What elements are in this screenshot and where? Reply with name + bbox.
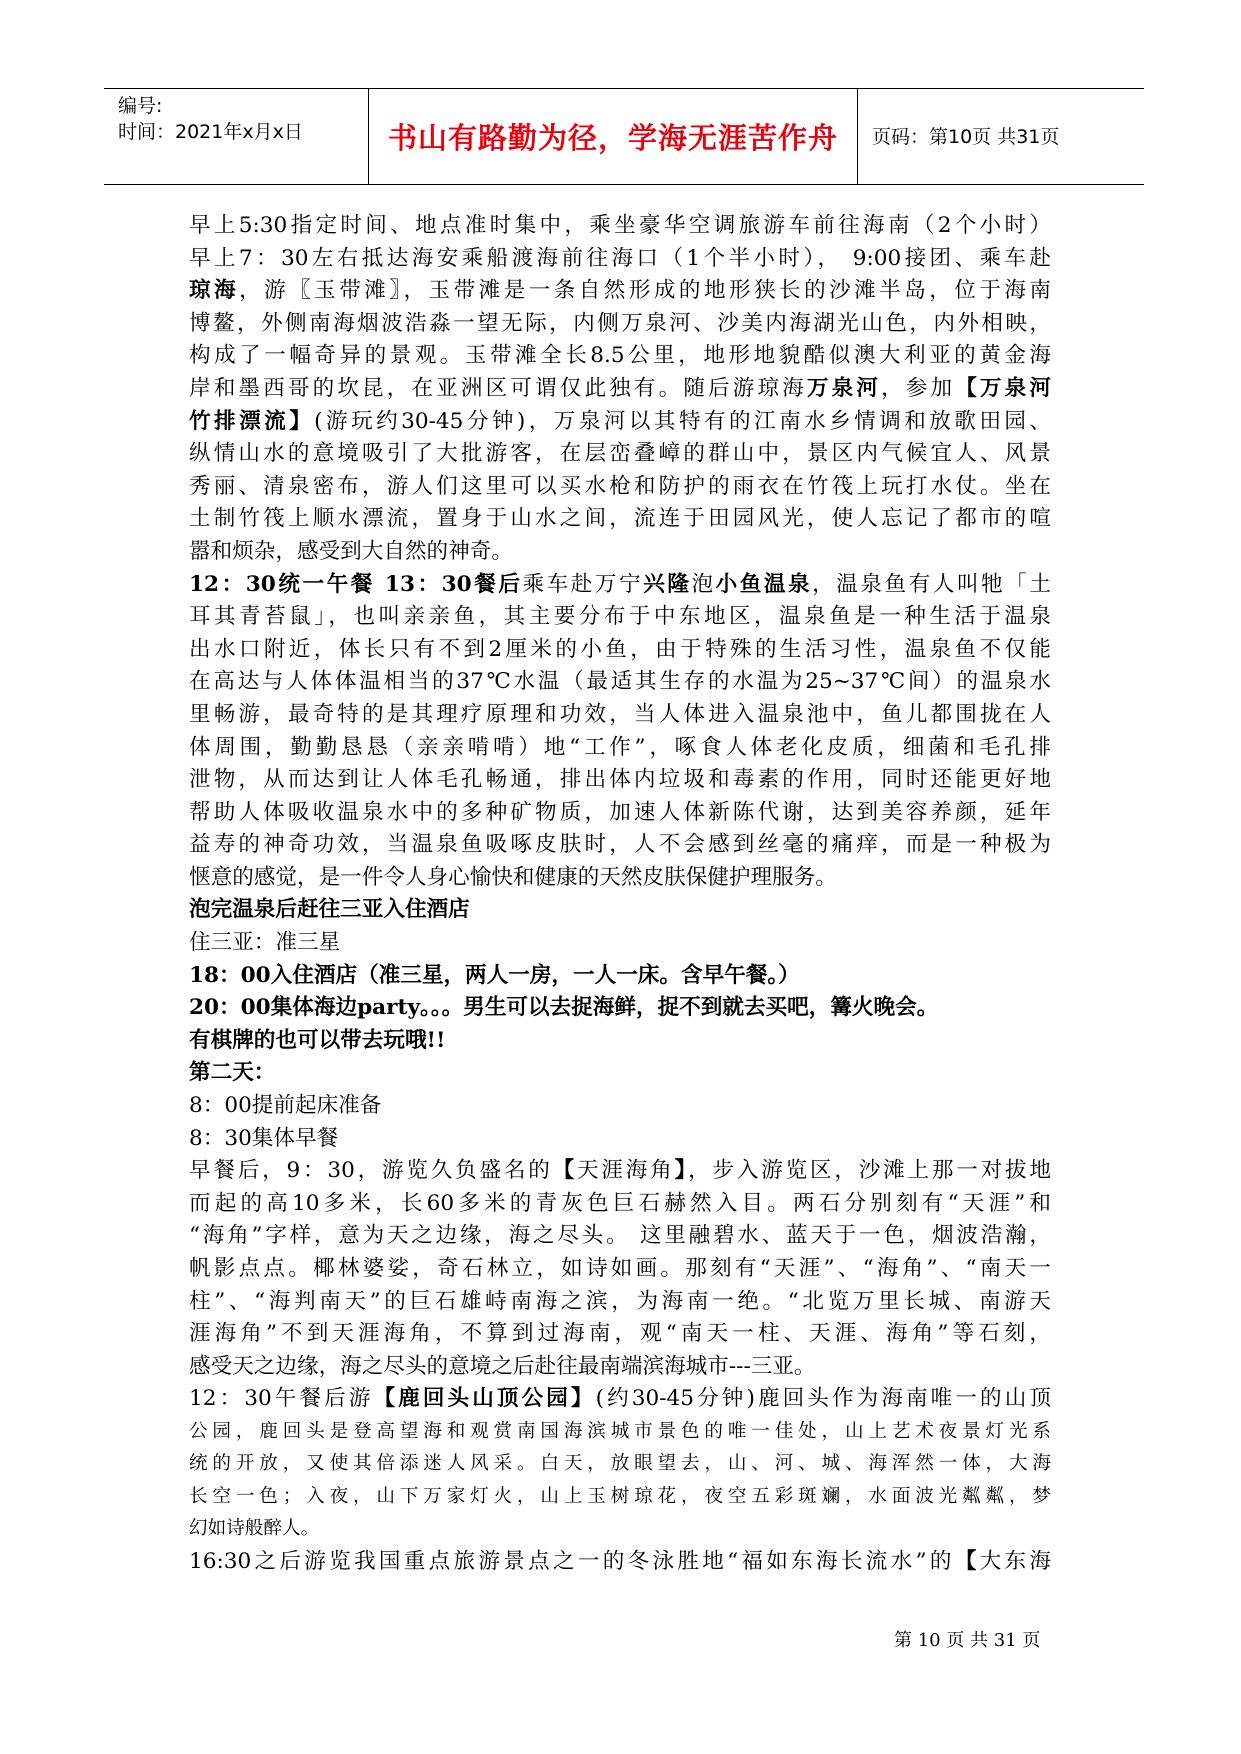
text-segment: ，温泉鱼有人叫牠「土: [812, 571, 1051, 597]
text-line: [189, 536, 1051, 569]
text-line: [189, 601, 1051, 634]
text-line: [189, 1188, 1051, 1221]
text-line: [189, 829, 1051, 862]
text-segment: 岸和墨西哥的坎昆，在亚洲区可谓仅此独有。随后游琼海: [189, 375, 807, 401]
bold-text-segment: 20：00集体海边party。。。男生可以去捉海鲜，捉不到就去买吧，篝火晚会。: [189, 995, 939, 1021]
bold-text-segment: 万泉河: [806, 375, 882, 401]
text-line: [189, 862, 1051, 895]
text-line: [189, 1448, 1051, 1480]
text-segment: 帆影点点。椰林婆娑，奇石林立，如诗如画。那刻有“天涯”、“海角”、“南天一: [189, 1256, 1051, 1281]
text-line: [189, 666, 1051, 699]
text-line: [189, 1253, 1051, 1286]
text-line: [189, 1318, 1051, 1351]
bold-text-segment: 第二天：: [189, 1060, 276, 1086]
document-body: [189, 210, 1051, 1578]
text-segment: 体周围，勤勤恳恳（亲亲啃啃）地“工作”，啄食人体老化皮质，细菌和毛孔排: [189, 734, 1051, 760]
text-line: [189, 1481, 1051, 1513]
header-meta-cell: [118, 89, 366, 184]
bold-text-segment: 竹排漂流】: [189, 408, 315, 434]
text-line: [189, 1057, 1051, 1090]
text-line: [189, 1025, 1051, 1058]
text-line: [189, 634, 1051, 667]
bold-text-segment: 【: [954, 1548, 980, 1574]
text-segment: 早上5:30指定时间、地点准时集中，乘坐豪华空调旅游车前往海南（2个小时）: [189, 213, 1051, 238]
text-line: [189, 1090, 1051, 1123]
text-segment: 纵情山水的意境吸引了大批游客，在层峦叠嶂的群山中，景区内气候宜人、风景: [189, 441, 1051, 467]
text-segment: 8：00提前起床准备: [189, 1093, 382, 1119]
text-segment: 幻如诗般醉人。: [189, 1518, 320, 1540]
text-line: [189, 992, 1051, 1025]
text-segment: 天涯海角: [577, 1158, 675, 1184]
text-line: [189, 373, 1051, 406]
text-line: [189, 1351, 1051, 1384]
text-segment: 构成了一幅奇异的景观。玉带滩全长8.5公里，地形地貌酷似澳大利亚的黄金海: [189, 343, 1051, 369]
number-label: 编号:: [118, 95, 163, 117]
text-segment: ，参加: [881, 375, 956, 401]
text-line: [189, 1155, 1051, 1188]
text-line: [189, 1513, 1051, 1545]
text-segment: (游玩约30-45分钟)，万泉河以其特有的江南水乡情调和放歌田园、: [314, 408, 1051, 434]
text-segment: 益寿的神奇功效，当温泉鱼吸啄皮肤时，人不会感到丝毫的痛痒，而是一种极为: [189, 832, 1051, 858]
bold-text-segment: 兴隆: [643, 571, 692, 597]
text-segment: 大东海: [979, 1548, 1051, 1574]
bold-text-segment: 泡完温泉后赶往三亚入住酒店: [189, 897, 470, 923]
text-segment: 柱”、“海判南天”的巨石雄峙南海之滨，为海南一绝。“北览万里长城、南游天: [189, 1288, 1051, 1314]
text-line: [189, 1383, 1051, 1416]
text-segment: 出水口附近，体长只有不到2厘米的小鱼，由于特殊的生活习性，温泉鱼不仅能: [189, 636, 1051, 662]
text-line: [189, 797, 1051, 830]
text-segment: (约30-45分钟)鹿回头作为海南唯一的山顶: [595, 1386, 1051, 1412]
text-segment: 泡: [691, 571, 716, 597]
text-segment: 秀丽、清泉密布，游人们这里可以买水枪和防护的雨衣在竹筏上玩打水仗。坐在: [189, 473, 1051, 499]
bold-text-segment: 有棋牌的也可以带去玩哦!!: [189, 1027, 446, 1053]
text-segment: 16:30之后游览我国重点旅游景点之一的冬泳胜地“福如东海长流水”的: [189, 1548, 955, 1574]
text-line: [189, 1546, 1051, 1579]
page-label: 页码：第10页 共31页: [872, 125, 1060, 148]
text-line: [189, 406, 1051, 439]
motto-text: 书山有路勤为径，学海无涯苦作舟: [387, 121, 838, 155]
text-line: [189, 764, 1051, 797]
text-line: [189, 927, 1051, 960]
text-line: [189, 1220, 1051, 1253]
text-line: [189, 471, 1051, 504]
bold-text-segment: 【: [552, 1158, 578, 1184]
bold-text-segment: 【鹿回头山顶公园】: [373, 1386, 596, 1412]
text-line: [189, 308, 1051, 341]
text-segment: 早餐后，9：30，游览久负盛名的: [189, 1158, 553, 1184]
text-line: [189, 503, 1051, 536]
text-segment: 涯海角”不到天涯海角，不算到过海南，观“南天一柱、天涯、海角”等石刻，: [189, 1321, 1051, 1347]
text-segment: ，步入游览区，沙滩上那一对拔地: [688, 1158, 1051, 1184]
text-line: [189, 1123, 1051, 1156]
text-segment: 帮助人体吸收温泉水中的多种矿物质，加速人体新陈代谢，达到美容养颜，延年: [189, 799, 1051, 825]
motto-cell: [368, 89, 858, 184]
text-segment: 而起的高10多米，长60多米的青灰色巨石赫然入目。两石分别刻有“天涯”和: [189, 1190, 1051, 1216]
text-line: [189, 699, 1051, 732]
bold-text-segment: 18：00入住酒店（准三星，两人一房，一人一床。含早午餐。）: [189, 962, 800, 988]
text-segment: 感受天之边缘，海之尽头的意境之后赴往最南端滨海城市---三亚。: [189, 1353, 816, 1379]
text-line: [189, 275, 1051, 308]
text-line: [189, 569, 1051, 602]
text-segment: ，游〖玉带滩〗，玉带滩是一条自然形成的地形狭长的沙滩半岛，位于海南: [239, 278, 1051, 304]
text-line: [189, 732, 1051, 765]
bold-text-segment: 琼海: [189, 278, 240, 304]
text-line: [189, 243, 1051, 276]
text-segment: 统的开放，又使其倍添迷人风采。白天，放眼望去，山、河、城、海浑然一体，大海: [189, 1453, 1051, 1475]
text-segment: 里畅游，最奇特的是其理疗原理和功效，当人体进入温泉池中，鱼儿都围拢在人: [189, 701, 1051, 727]
text-segment: 惬意的感觉，是一件令人身心愉快和健康的天然皮肤保健护理服务。: [189, 864, 837, 890]
text-segment: 泄物，从而达到让人体毛孔畅通，排出体内垃圾和毒素的作用，同时还能更好地: [189, 767, 1051, 793]
text-segment: 长空一色；入夜，山下万家灯火，山上玉树琼花，夜空五彩斑斓，水面波光粼粼，梦: [189, 1485, 1051, 1507]
text-line: [189, 438, 1051, 471]
text-line: [189, 1416, 1051, 1448]
text-segment: 博鳌，外侧南海烟波浩淼一望无际，内侧万泉河、沙美内海湖光山色，内外相映，: [189, 310, 1051, 336]
bold-text-segment: 12：30统一午餐 13：30餐后: [189, 571, 523, 597]
text-line: [189, 1286, 1051, 1319]
page-info-cell: [858, 89, 1144, 184]
bold-text-segment: 【万泉河: [955, 375, 1051, 401]
text-segment: 嚣和烦杂，感受到大自然的神奇。: [189, 538, 513, 564]
text-line: [189, 340, 1051, 373]
page-footer: 第 10 页 共 31 页: [894, 1630, 1041, 1651]
bold-text-segment: 小鱼温泉: [715, 571, 813, 597]
page-header: [104, 88, 1144, 185]
text-segment: 住三亚：准三星: [189, 930, 341, 956]
text-segment: 12：30午餐后游: [189, 1386, 374, 1412]
text-segment: 早上7：30左右抵达海安乘船渡海前往海口（1个半小时）， 9:00接团、乘车赴: [189, 245, 1051, 271]
text-line: [189, 894, 1051, 927]
time-label: 时间：2021年x月x日: [118, 121, 303, 143]
bold-text-segment: 】: [674, 1158, 689, 1184]
text-segment: 耳其青苔鼠」，也叫亲亲鱼，其主要分布于中东地区，温泉鱼是一种生活于温泉: [189, 604, 1051, 630]
text-segment: 在高达与人体体温相当的37℃水温（最适其生存的水温为25~37℃间）的温泉水: [189, 669, 1051, 695]
text-segment: 8：30集体早餐: [189, 1125, 339, 1151]
text-line: [189, 210, 1051, 243]
text-segment: “海角”字样，意为天之边缘，海之尽头。 这里融碧水、蓝天于一色，烟波浩瀚，: [189, 1223, 1051, 1249]
text-segment: 公园，鹿回头是登高望海和观赏南国海滨城市景色的唯一佳处，山上艺术夜景灯光系: [189, 1420, 1051, 1442]
text-segment: 土制竹筏上顺水漂流，置身于山水之间，流连于田园风光，使人忘记了都市的喧: [189, 506, 1051, 532]
text-segment: 乘车赴万宁: [522, 571, 644, 597]
text-line: [189, 960, 1051, 993]
